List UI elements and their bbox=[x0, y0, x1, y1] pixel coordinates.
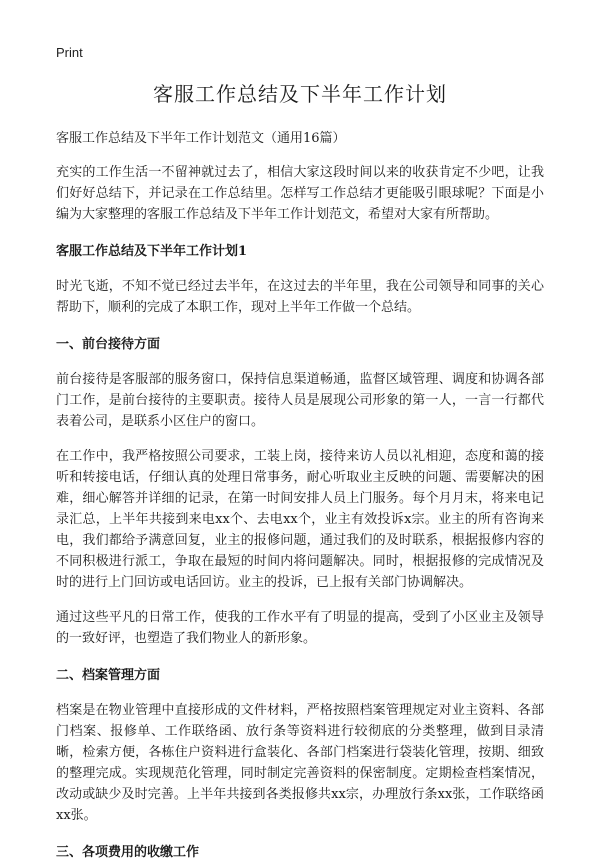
section-heading-reception: 一、前台接待方面 bbox=[56, 337, 161, 352]
print-label: Print bbox=[56, 45, 83, 60]
document-subtitle: 客服工作总结及下半年工作计划范文（通用16篇） bbox=[56, 131, 346, 146]
intro-paragraph: 充实的工作生活一不留神就过去了，相信大家这段时间以来的收获肯定不少吧，让我们好好总结下，并记录在工作总结里。怎样写工作总结才更能吸引眼球呢？下面是小编为大家整理的客服工作总结及下半年工作计划范文，希望对大家有所帮助。 bbox=[56, 165, 544, 222]
plan-heading: 客服工作总结及下半年工作计划1 bbox=[56, 244, 248, 259]
archives-paragraph: 档案是在物业管理中直接形成的文件材料，严格按照档案管理规定对业主资料、各部门档案、报修单、工作联络函、放行条等资料进行较彻底的分类整理，做到目录清晰，检索方便，各栋住户资料进行盒装化、各部门档案进行袋装化管理，按期、细致的整理完成。实现规范化管理，同时制定完善资料的保密制度。定期检查档案情况，改动或缺少及时完善。上半年共接到各类报修共xx宗，办理放行条xx张，工作联络函xx张。 bbox=[56, 703, 544, 823]
section-heading-archives: 二、档案管理方面 bbox=[56, 668, 161, 683]
reception-paragraph-1: 前台接待是客服部的服务窗口，保持信息渠道畅通，监督区域管理、调度和协调各部门工作，是前台接待的主要职责。接待人员是展现公司形象的第一人，一言一行都代表着公司，是联系小区住户的窗口。 bbox=[56, 372, 544, 429]
reception-paragraph-3: 通过这些平凡的日常工作，使我的工作水平有了明显的提高，受到了小区业主及领导的一致好评，也塑造了我们物业人的新形象。 bbox=[56, 610, 544, 646]
section-heading-fees: 三、各项费用的收缴工作 bbox=[56, 845, 200, 860]
reception-paragraph-2: 在工作中，我严格按照公司要求，工装上岗，接待来访人员以礼相迎，态度和蔼的接听和转接电话，仔细认真的处理日常事务，耐心听取业主反映的问题、需要解决的困难，细心解答并详细的记录，在第一时间安排人员上门服务。每个月月末，将来电记录汇总，上半年共接到来电xx个、去电xx个，业主有效投诉x宗。业主的所有咨询来电，我们都给予满意回复，业主的报修问题，通过我们的及时联系，根据报修内容的不同积极进行派工，争取在最短的时间内将问题解决。同时，根据报修的完成情况及时的进行上门回访或电话回访。业主的投诉，已上报有关部门协调解决。 bbox=[56, 449, 544, 590]
plan-intro-paragraph: 时光飞逝，不知不觉已经过去半年，在这过去的半年里，我在公司领导和同事的关心帮助下，顺利的完成了本职工作，现对上半年工作做一个总结。 bbox=[56, 279, 544, 315]
document-title: 客服工作总结及下半年工作计划 bbox=[153, 82, 447, 106]
